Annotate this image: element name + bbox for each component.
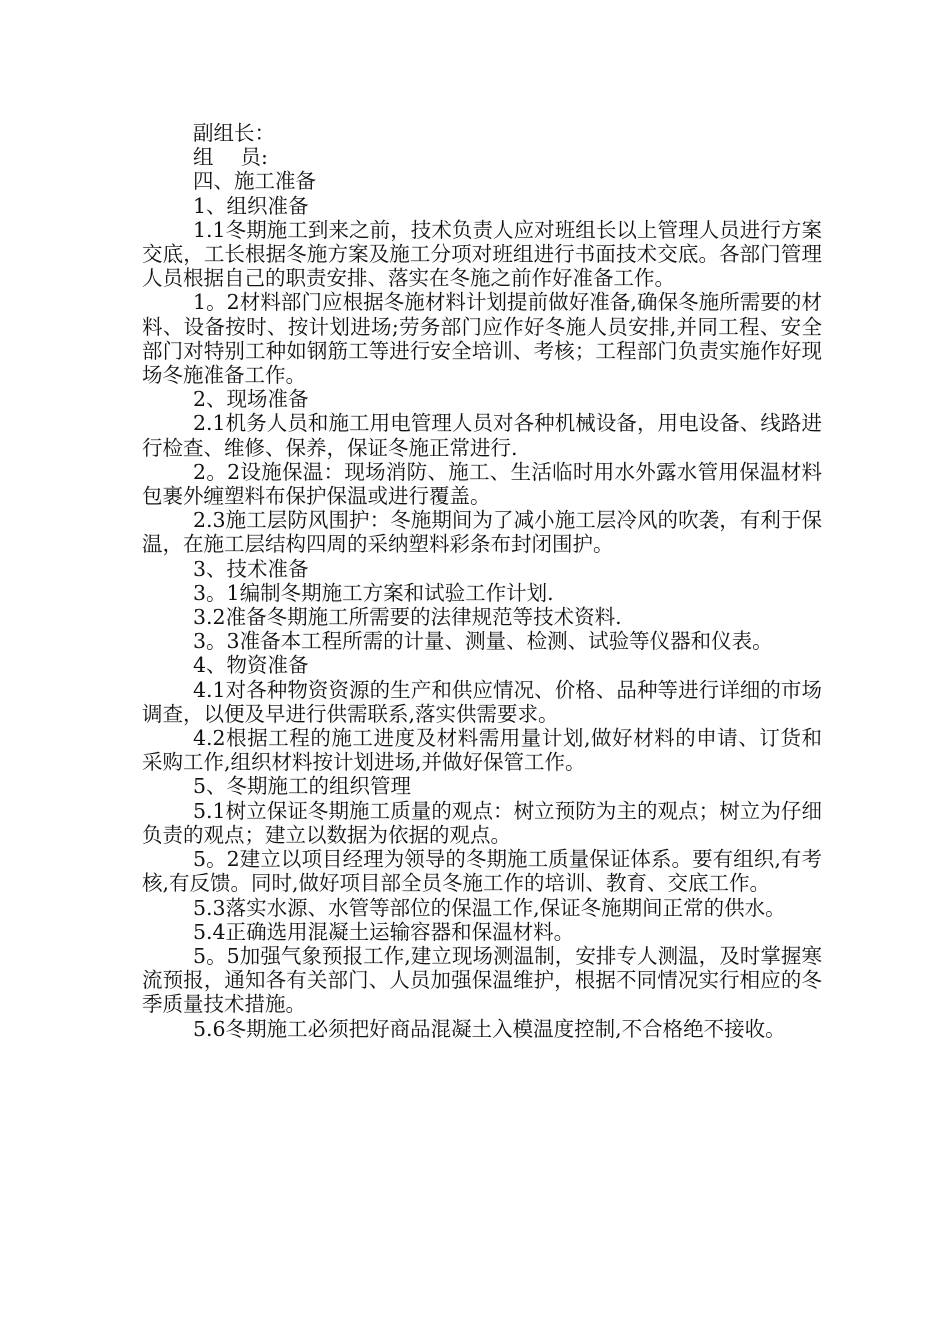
paragraph: 4.1对各种物资资源的生产和供应情况、价格、品种等进行详细的市场调查，以便及早进行供需联系,落实供需要求。 — [142, 677, 822, 726]
paragraph: 5.6冬期施工必须把好商品混凝土入模温度控制,不合格绝不接收。 — [193, 1016, 786, 1041]
paragraph: 3.2准备冬期施工所需要的法律规范等技术资料. — [193, 605, 622, 630]
paragraph: 5.3落实水源、水管等部位的保温工作,保证冬施期间正常的供水。 — [193, 895, 786, 920]
subsection-heading: 1、组织准备 — [193, 193, 309, 218]
paragraph: 2。2设施保温：现场消防、施工、生活临时用水外露水管用保温材料包裹外缠塑料布保护保温或进行覆盖。 — [142, 459, 822, 509]
paragraph: 3。3准备本工程所需的计量、测量、检测、试验等仪器和仪表。 — [193, 629, 773, 654]
section-heading: 四、施工准备 — [193, 169, 316, 194]
paragraph: 5。5加强气象预报工作,建立现场测温制，安排专人测温，及时掌握寒流预报，通知各有关部门、人员加强保温维护，根据不同情况实行相应的冬季质量技术措施。 — [142, 943, 822, 1017]
subsection-heading: 3、技术准备 — [193, 556, 309, 581]
paragraph: 1。2材料部门应根据冬施材料计划提前做好准备,确保冬施所需要的材料、设备按时、按计划进场;劳务部门应作好冬施人员安排,并同工程、安全部门对特别工种如钢筋工等进行安全培训、考核；工程部门负责实施作好现场冬施准备工作。 — [142, 290, 822, 388]
subsection-heading: 4、物资准备 — [193, 653, 309, 678]
paragraph: 5。2建立以项目经理为领导的冬期施工质量保证体系。要有组织,有考核,有反馈。同时,做好项目部全员冬施工作的培训、教育、交底工作。 — [142, 847, 822, 896]
deputy-leader-label: 副组长： — [193, 121, 275, 145]
members-label: 组 员: — [193, 145, 268, 170]
paragraph: 1.1冬期施工到来之前，技术负责人应对班组长以上管理人员进行方案交底，工长根据冬施方案及施工分项对班组进行书面技术交底。各部门管理人员根据自己的职责安排、落实在冬施之前作好准备工作。 — [142, 217, 822, 291]
paragraph: 4.2根据工程的施工进度及材料需用量计划,做好材料的申请、订货和采购工作,组织材料按计划进场,并做好保管工作。 — [142, 726, 822, 775]
paragraph: 3。1编制冬期施工方案和试验工作计划. — [193, 580, 554, 605]
paragraph: 2.1机务人员和施工用电管理人员对各种机械设备，用电设备、线路进行检查、维修、保养，保证冬施正常进行. — [142, 411, 822, 460]
document-body — [142, 121, 822, 1041]
paragraph: 5.4正确选用混凝土运输容器和保温材料。 — [193, 919, 575, 944]
subsection-heading: 2、现场准备 — [193, 387, 309, 412]
subsection-heading: 5、冬期施工的组织管理 — [193, 774, 412, 799]
paragraph: 2.3施工层防风围护：冬施期间为了减小施工层冷风的吹袭，有利于保温，在施工层结构四周的采纳塑料彩条布封闭围护。 — [142, 508, 822, 557]
paragraph: 5.1树立保证冬期施工质量的观点：树立预防为主的观点；树立为仔细负责的观点；建立以数据为依据的观点。 — [142, 798, 822, 847]
